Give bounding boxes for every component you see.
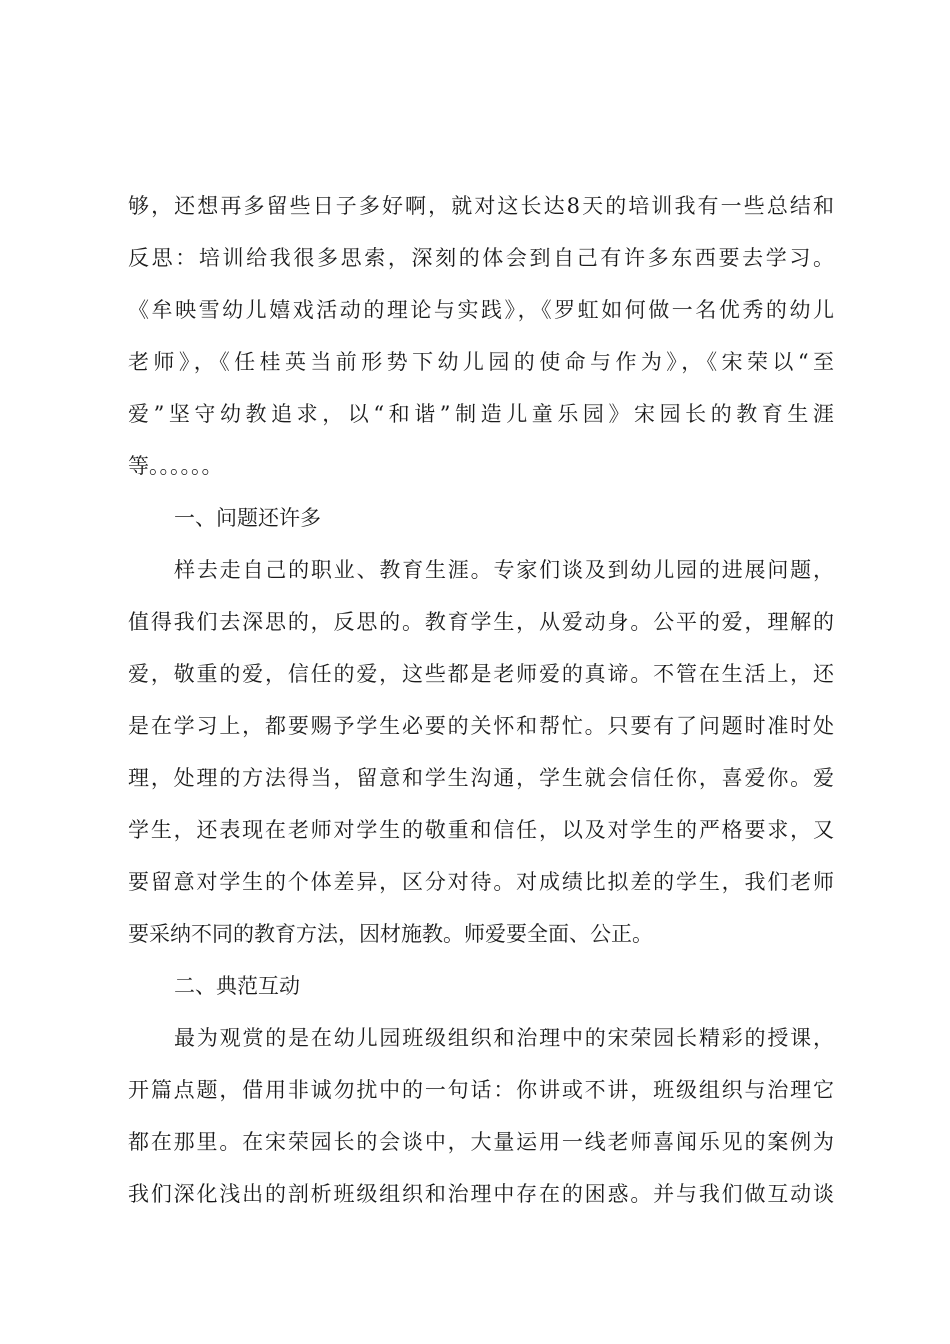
section-heading: 二、典范互动 [174, 974, 300, 998]
paragraph-line: 最为观赏的是在幼儿园班级组织和治理中的宋荣园长精彩的授课， [174, 1026, 834, 1050]
paragraph-line: 我们深化浅出的剖析班级组织和治理中存在的困惑。并与我们做互动谈 [128, 1182, 834, 1206]
paragraph-line: 等。。。。。。 [128, 454, 223, 478]
paragraph-line: 爱，敬重的爱，信任的爱，这些都是老师爱的真谛。不管在生活上，还 [128, 662, 834, 686]
paragraph-line: 值得我们去深思的，反思的。教育学生，从爱动身。公平的爱，理解的 [128, 610, 834, 634]
paragraph-line: 学生，还表现在老师对学生的敬重和信任，以及对学生的严格要求，又 [128, 818, 834, 842]
paragraph-line: 都在那里。在宋荣园长的会谈中，大量运用一线老师喜闻乐见的案例为 [128, 1130, 834, 1154]
paragraph-line: 是在学习上，都要赐予学生必要的关怀和帮忙。只要有了问题时准时处 [128, 714, 834, 738]
section-heading: 一、问题还许多 [174, 506, 321, 530]
paragraph-line: 老师》，《任桂英当前形势下幼儿园的使命与作为》，《宋荣以“至 [128, 350, 834, 374]
paragraph-line: 理，处理的方法得当，留意和学生沟通，学生就会信任你，喜爱你。爱 [128, 766, 834, 790]
paragraph-line: 爱”坚守幼教追求，以“和谐”制造儿童乐园》宋园长的教育生涯 [128, 402, 834, 426]
paragraph-line: 开篇点题，借用非诚勿扰中的一句话：你讲或不讲，班级组织与治理它 [128, 1078, 834, 1102]
paragraph-line: 要采纳不同的教育方法，因材施教。师爱要全面、公正。 [128, 922, 653, 946]
paragraph-line: 样去走自己的职业、教育生涯。专家们谈及到幼儿园的进展问题， [174, 558, 834, 582]
paragraph-line: 《牟映雪幼儿嬉戏活动的理论与实践》，《罗虹如何做一名优秀的幼儿 [128, 298, 834, 322]
paragraph-line: 够，还想再多留些日子多好啊，就对这长达8天的培训我有一些总结和 [128, 194, 834, 218]
paragraph-line: 反思：培训给我很多思索，深刻的体会到自己有许多东西要去学习。 [128, 246, 834, 270]
paragraph-line: 要留意对学生的个体差异，区分对待。对成绩比拟差的学生，我们老师 [128, 870, 834, 894]
